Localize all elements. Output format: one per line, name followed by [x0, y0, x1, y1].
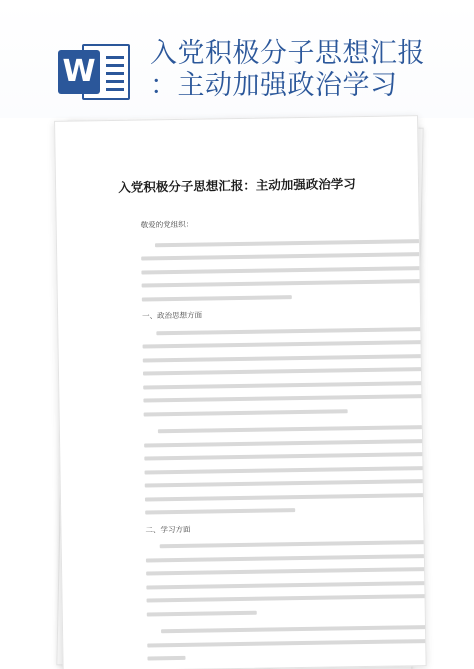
word-document-icon: [58, 40, 134, 104]
placeholder-paragraph: [141, 233, 427, 305]
placeholder-paragraph: [147, 620, 427, 665]
placeholder-paragraph: [146, 535, 427, 621]
placeholder-paragraph: [144, 420, 427, 519]
section-heading-study: 二、学习方面: [145, 524, 191, 534]
document-body: [141, 214, 427, 669]
document-sheet: [54, 115, 427, 669]
document-title: 入党积极分子思想汇报：主动加强政治学习: [118, 176, 356, 195]
word-icon-letter: W: [58, 50, 100, 94]
placeholder-paragraph: [142, 321, 426, 420]
salutation: 敬爱的党组织：: [140, 219, 194, 230]
header-band: [0, 0, 474, 118]
page-title: 入党积极分子思想汇报 ：主动加强政治学习: [150, 38, 425, 101]
section-heading-politics: 一、政治思想方面: [142, 310, 203, 321]
